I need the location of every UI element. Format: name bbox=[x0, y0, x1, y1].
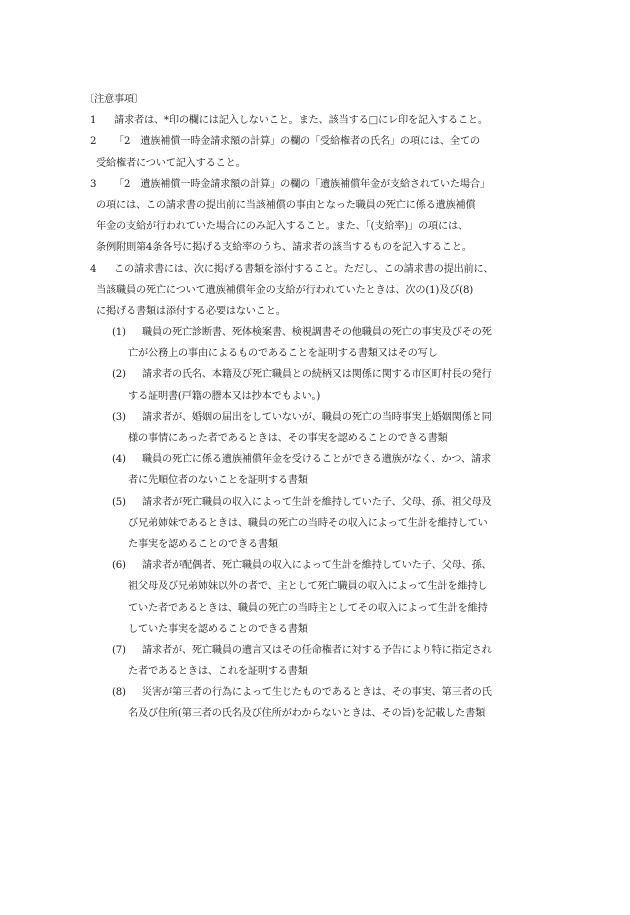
subitem-number: (8) bbox=[112, 687, 126, 699]
note-subitem-8 bbox=[90, 682, 550, 724]
subitem-text: 様の事情にあった者であるときは、その事実を認めることのできる書類 bbox=[128, 433, 448, 444]
subitem-number: (6) bbox=[112, 560, 126, 572]
subitem-number: (3) bbox=[112, 411, 126, 423]
item-text: の項には、この請求書の提出前に当該補償の事由となった職員の死亡に係る遺族補償 bbox=[96, 199, 476, 211]
subitem-text: 名及び住所(第三者の氏名及び住所がわからないときは、その旨)を記載した書類 bbox=[128, 708, 486, 720]
subitem-text: 者に先順位者のないことを証明する書類 bbox=[128, 475, 308, 487]
notes-section bbox=[84, 89, 550, 725]
note-subitem-1 bbox=[90, 322, 550, 364]
subitem-number: (1) bbox=[112, 327, 126, 339]
item-number: 3 bbox=[90, 178, 97, 190]
subitem-number: (7) bbox=[112, 644, 126, 656]
item-text: に掲げる書類は添付する必要はないこと。 bbox=[96, 305, 286, 317]
subitem-text: ていた者であるときは、職員の死亡の当時主としてその収入によって生計を維持 bbox=[128, 602, 488, 614]
note-subitem-5 bbox=[90, 492, 550, 556]
subitem-text: 職員の死亡診断書、死体検案書、検視調書その他職員の死亡の事実及びその死 bbox=[142, 327, 492, 339]
note-subitem-4 bbox=[90, 449, 550, 491]
item-text: 受給権者について記入すること。 bbox=[96, 157, 246, 169]
item-text: 「2 遺族補償一時金請求額の計算」の欄の「遺族補償年金が支給されていた場合」 bbox=[114, 178, 490, 190]
note-item-3 bbox=[90, 174, 550, 259]
subitem-number: (2) bbox=[112, 369, 126, 381]
subitem-text: た者であるときは、これを証明する書類 bbox=[128, 666, 308, 678]
subitem-text: 災害が第三者の行為によって生じたものであるときは、その事実、第三者の氏 bbox=[142, 687, 492, 699]
subitem-text: た事実を認めることのできる書類 bbox=[128, 538, 278, 550]
notes-heading: 〔注意事項〕 bbox=[84, 94, 144, 105]
item-text: 請求者は、*印の欄には記入しないこと。また、該当する□にレ印を記入すること。 bbox=[114, 115, 488, 127]
subitem-text: 亡が公務上の事由によるものであることを証明する書類又はその写し bbox=[128, 348, 438, 360]
subitem-text: び兄弟姉妹であるときは、職員の死亡の当時その収入によって生計を維持してい bbox=[128, 517, 488, 529]
subitem-text: 請求者が、婚姻の届出をしていないが、職員の死亡の当時事実上婚姻関係と同 bbox=[142, 411, 492, 423]
note-subitem-2 bbox=[90, 364, 550, 406]
note-item-4 bbox=[90, 259, 550, 323]
subitem-text: していた事実を認めることのできる書類 bbox=[128, 623, 308, 635]
note-item-2 bbox=[90, 131, 550, 173]
item-number: 4 bbox=[90, 263, 97, 275]
note-subitem-7 bbox=[90, 640, 550, 682]
subitem-number: (4) bbox=[112, 454, 126, 466]
item-number: 2 bbox=[90, 136, 97, 148]
subitem-text: 職員の死亡に係る遺族補償年金を受けることができる遺族がなく、かつ、請求 bbox=[142, 454, 491, 466]
item-text: 「2 遺族補償一時金請求額の計算」の欄の「受給権者の氏名」の項には、全ての bbox=[114, 136, 480, 148]
note-subitem-3 bbox=[90, 407, 550, 449]
item-text: 年金の支給が行われていた場合にのみ記入すること。また、「(支給率)」の項には、 bbox=[96, 221, 468, 233]
item-text: 当該職員の死亡について遺族補償年金の支給が行われていたときは、次の(1)及び(8) bbox=[96, 284, 474, 296]
item-text: この請求書には、次に掲げる書類を添付すること。ただし、この請求書の提出前に、 bbox=[114, 263, 494, 275]
note-subitem-6 bbox=[90, 555, 550, 640]
subitem-text: 請求者が配偶者、死亡職員の収入によって生計を維持していた子、父母、孫、 bbox=[142, 560, 492, 572]
subitem-text: 請求者が死亡職員の収入によって生計を維持していた子、父母、孫、祖父母及 bbox=[142, 496, 492, 508]
item-text: 条例附則第4条各号に掲げる支給率のうち、請求者の該当するものを記入すること。 bbox=[96, 242, 472, 254]
subitem-text: 請求者の氏名、本籍及び死亡職員との続柄又は関係に関する市区町村長の発行 bbox=[142, 369, 492, 381]
subitem-text: 請求者が、死亡職員の遺言又はその任命権者に対する予告により特に指定され bbox=[142, 644, 492, 656]
subitem-text: 祖父母及び兄弟姉妹以外の者で、主として死亡職員の収入によって生計を維持し bbox=[128, 581, 488, 593]
item-number: 1 bbox=[90, 115, 97, 127]
subitem-text: する証明書(戸籍の謄本又は抄本でもよい。) bbox=[128, 390, 321, 402]
note-item-1 bbox=[90, 110, 550, 131]
subitem-number: (5) bbox=[112, 496, 126, 508]
